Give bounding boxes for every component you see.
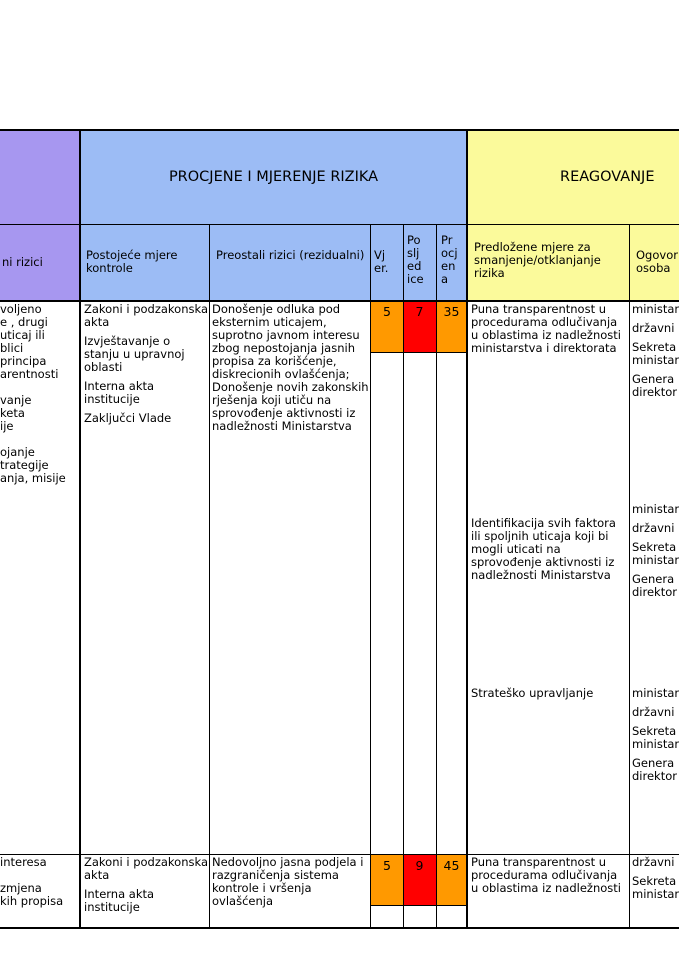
- grid-line: [0, 927, 679, 929]
- procjena-value-row1: 35: [443, 304, 460, 319]
- col-header-predlozene: Predložene mjere za smanjenje/otklanjanje rizika: [474, 240, 601, 280]
- col-header-procjena: Pr ocj en a: [441, 233, 458, 286]
- procjena-value-row2: 45: [443, 858, 460, 873]
- grid-line: [371, 905, 467, 906]
- mjere-text-row2-1: Puna transparentnost u procedurama odlučivanja u oblastima iz nadležnosti: [471, 856, 621, 895]
- col-header-preostali: Preostali rizici (rezidualni): [216, 248, 365, 262]
- mjere-text-row1-3: Strateško upravljanje: [471, 687, 594, 700]
- col-header-ogovorna: Ogovor osoba: [636, 248, 678, 275]
- grid-line: [370, 225, 371, 929]
- grid-line: [629, 225, 630, 929]
- posljedice-value-row1: 7: [415, 304, 424, 319]
- preostali-text-row1: Donošenje odluka pod eksternim uticajem, suprotno javnom interesu zbog nepostojanja jasnih propisa za korišćenje, diskrecionih ovlašćenja; Donošenje novih zakonskih rješenja koji utiču na sprovođenje aktivnosti iz nadležnosti Ministarstva: [212, 303, 369, 433]
- grid-line: [0, 300, 679, 302]
- grid-line: [0, 224, 679, 225]
- osobe-row1-1: ministar državni Sekreta ministar Genera direktor: [632, 303, 679, 399]
- section-title-procjene: PROCJENE I MJERENJE RIZIKA: [168, 169, 379, 185]
- section-title-reagovanje: REAGOVANJE: [560, 169, 655, 185]
- grid-line: [209, 225, 210, 929]
- osobe-row1-3: ministar državni Sekreta ministar Genera direktor: [632, 687, 679, 783]
- grid-line: [436, 225, 437, 929]
- vjer-value-row1: 5: [383, 304, 391, 319]
- mjere-text-row1-2: Identifikacija svih faktora ili spoljnih uticaja koji bi mogli uticati na sprovođenje aktivnosti iz nadležnosti Ministarstva: [471, 517, 616, 582]
- grid-line: [0, 854, 679, 855]
- preostali-text-row2: Nedovoljno jasna podjela i razgraničenja sistema kontrole i vršenja ovlašćenja: [212, 856, 364, 908]
- grid-line: [371, 352, 467, 353]
- header-band-rizici: [0, 130, 80, 300]
- grid-line: [0, 129, 679, 131]
- mjere-text-row1-1: Puna transparentnost u procedurama odlučivanja u oblastima iz nadležnosti ministarstva i direktorata: [471, 303, 621, 355]
- postojece-text-row1: Zakoni i podzakonska akta Izvještavanje o stanju u upravnoj oblasti Interna akta institucije Zaključci Vlade: [84, 303, 208, 425]
- vjer-value-row2: 5: [383, 858, 391, 873]
- grid-line: [403, 225, 404, 929]
- rizici-text-row1: voljeno e , drugi uticaj ili blici principa arentnosti vanje keta ije ojanje trategije anja, misije: [0, 303, 66, 485]
- col-header-vjer: Vj er.: [374, 248, 389, 275]
- col-header-postojece: Postojeće mjere kontrole: [86, 248, 178, 275]
- postojece-text-row2: Zakoni i podzakonska akta Interna akta institucije: [84, 856, 208, 914]
- osobe-row1-2: ministar državni Sekreta ministar Genera direktor: [632, 503, 679, 599]
- grid-line: [466, 129, 468, 929]
- col-header-rizici: ni rizici: [2, 255, 43, 269]
- grid-line: [79, 129, 81, 929]
- col-header-posljedice: Po slj ed ice: [407, 233, 424, 286]
- rizici-text-row2: interesa zmjena kih propisa: [0, 856, 64, 908]
- posljedice-value-row2: 9: [415, 858, 424, 873]
- osobe-row2-1: državni Sekreta ministar: [632, 856, 679, 901]
